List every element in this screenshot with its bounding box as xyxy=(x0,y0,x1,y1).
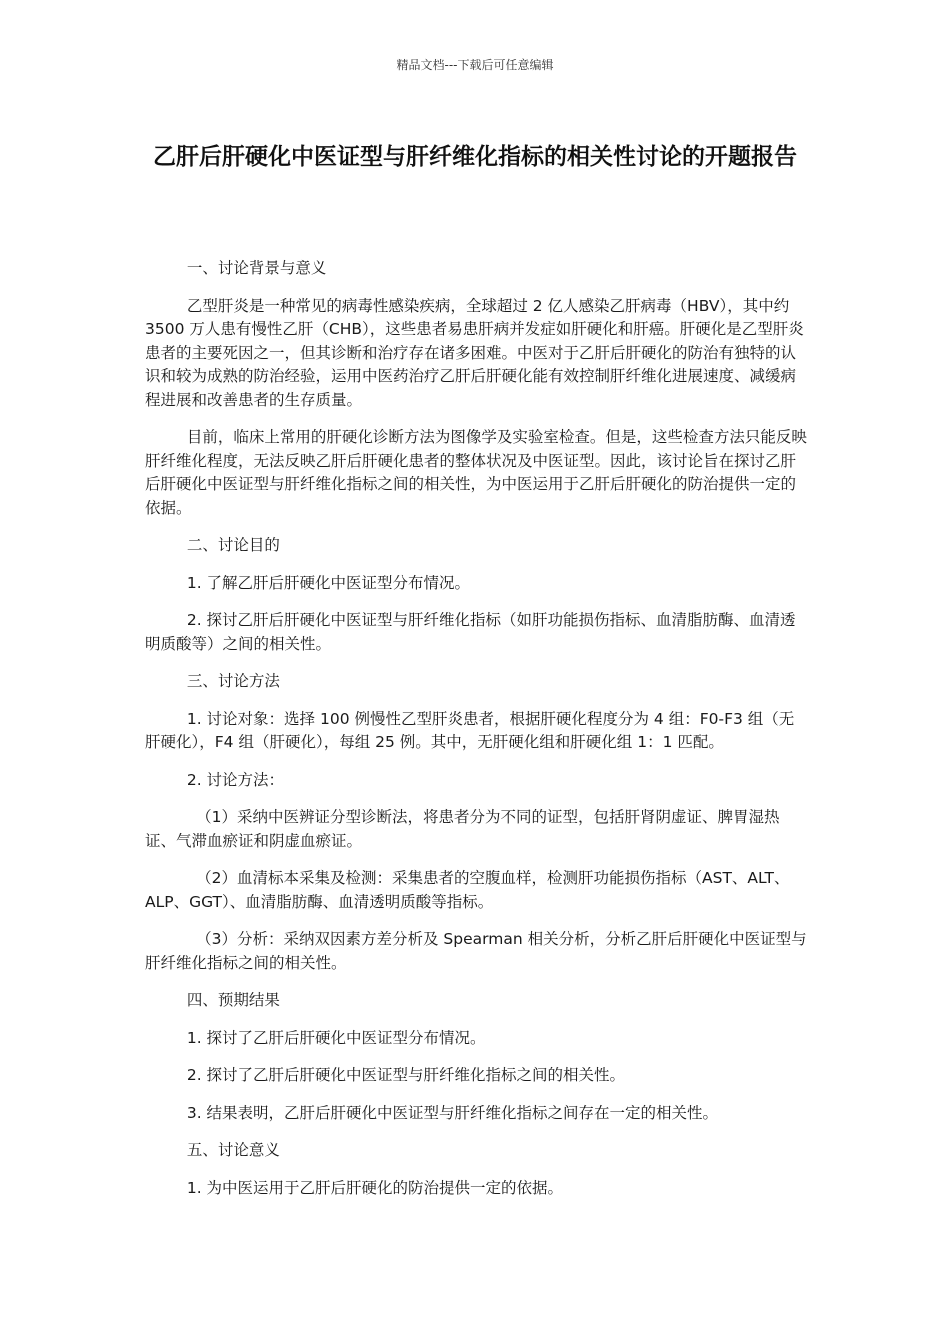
section-heading-background: 一、讨论背景与意义 xyxy=(186,259,327,277)
methods-subitem-1: （1）采纳中医辨证分型诊断法，将患者分为不同的证型，包括肝肾阴虚证、脾胃湿热证、气滞血瘀证和阴虚血瘀证。 xyxy=(145,808,780,850)
section-heading-methods: 三、讨论方法 xyxy=(186,672,280,690)
significance-item-1: 1. 为中医运用于乙肝后肝硬化的防治提供一定的依据。 xyxy=(186,1178,564,1197)
page-header: 精品文档---下载后可任意编辑 xyxy=(396,58,554,72)
background-paragraph-1: 乙型肝炎是一种常见的病毒性感染疾病，全球超过 2 亿人感染乙肝病毒（HBV），其中约 3500 万人患有慢性乙肝（CHB），这些患者易患肝病并发症如肝硬化和肝癌。肝硬化是乙型肝炎患者的主要死因之一，但其诊断和治疗存在诸多困难。中医对于乙肝后肝硬化的防治有独特的认识和较为成熟的防治经验，运用中医药治疗乙肝后肝硬化能有效控制肝纤维化进展速度、减缓病程进展和改善患者的生存质量。 xyxy=(145,296,804,409)
results-item-2: 2. 探讨了乙肝后肝硬化中医证型与肝纤维化指标之间的相关性。 xyxy=(186,1066,626,1084)
document-body xyxy=(145,257,807,1214)
document-title: 乙肝后肝硬化中医证型与肝纤维化指标的相关性讨论的开题报告 xyxy=(153,144,797,170)
methods-item-2: 2. 讨论方法： xyxy=(186,770,285,789)
results-item-3: 3. 结果表明，乙肝后肝硬化中医证型与肝纤维化指标之间存在一定的相关性。 xyxy=(186,1103,719,1122)
section-heading-results: 四、预期结果 xyxy=(186,991,280,1009)
objective-item-2: 2. 探讨乙肝后肝硬化中医证型与肝纤维化指标（如肝功能损伤指标、血清脂肪酶、血清透明质酸等）之间的相关性。 xyxy=(145,611,796,653)
methods-item-1: 1. 讨论对象：选择 100 例慢性乙型肝炎患者，根据肝硬化程度分为 4 组：F0-F3 组（无肝硬化），F4 组（肝硬化），每组 25 例。其中，无肝硬化组和肝硬化组 1：1 匹配。 xyxy=(145,709,795,751)
section-heading-objectives: 二、讨论目的 xyxy=(186,536,280,554)
section-heading-significance: 五、讨论意义 xyxy=(186,1141,280,1159)
objective-item-1: 1. 了解乙肝后肝硬化中医证型分布情况。 xyxy=(186,573,471,592)
background-paragraph-2: 目前，临床上常用的肝硬化诊断方法为图像学及实验室检查。但是，这些检查方法只能反映肝纤维化程度，无法反映乙肝后肝硬化患者的整体状况及中医证型。因此，该讨论旨在探讨乙肝后肝硬化中医证型与肝纤维化指标之间的相关性，为中医运用于乙肝后肝硬化的防治提供一定的依据。 xyxy=(145,428,807,517)
methods-subitem-2: （2）血清标本采集及检测：采集患者的空腹血样，检测肝功能损伤指标（AST、ALT、ALP、GGT）、血清脂肪酶、血清透明质酸等指标。 xyxy=(145,869,790,911)
results-item-1: 1. 探讨了乙肝后肝硬化中医证型分布情况。 xyxy=(186,1028,486,1047)
methods-subitem-3: （3）分析：采纳双因素方差分析及 Spearman 相关分析，分析乙肝后肝硬化中医证型与肝纤维化指标之间的相关性。 xyxy=(145,930,807,972)
